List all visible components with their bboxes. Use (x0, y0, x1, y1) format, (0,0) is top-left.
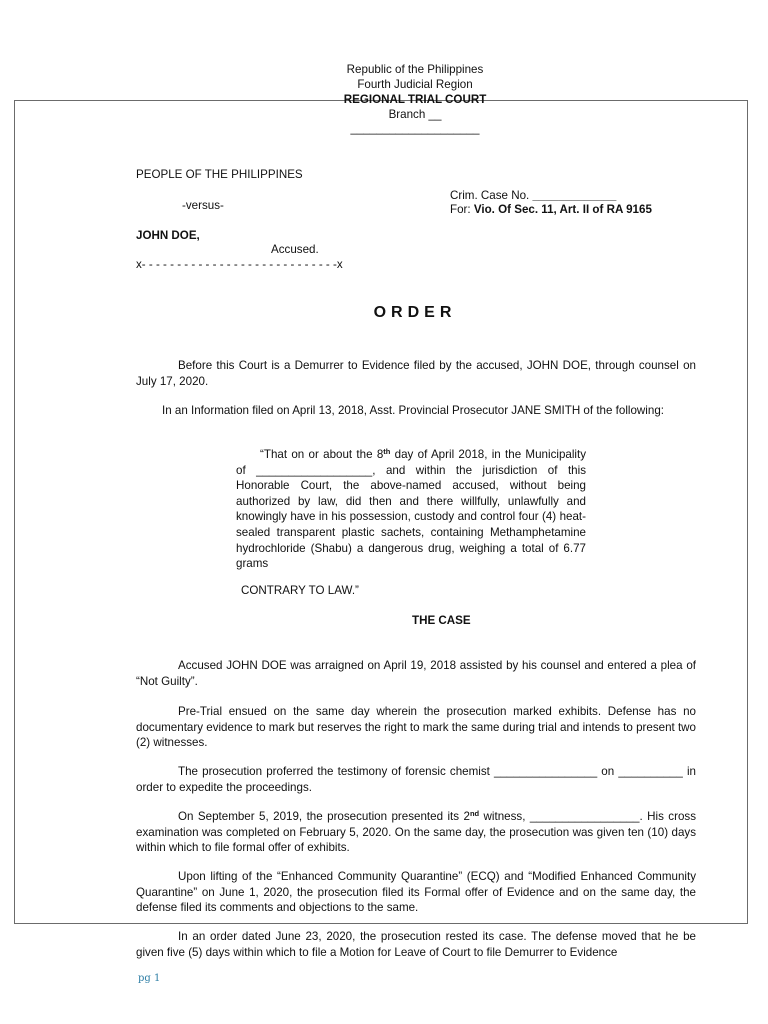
offense-value: Vio. Of Sec. 11, Art. II of RA 9165 (473, 203, 652, 216)
witness-part-b: witness, _________________. His cross examination was completed on February 5, 2020. On the same day, the prosecution was given ten (10) days within which to file formal offer of exhibits. (136, 810, 696, 855)
header-branch: Branch __ (388, 108, 442, 121)
versus-label: -versus- (182, 199, 224, 212)
paragraph-pretrial: Pre-Trial ensued on the same day wherein the prosecution marked exhibits. Defense has no documentary evidence to mark but reserves the right to mark the same during trial and intends to present two (2) witnesses. (136, 705, 697, 750)
order-title: ORDER (373, 304, 457, 321)
quote-part-a: “That on or about the 8 (260, 448, 384, 461)
quote-superscript: th (383, 447, 391, 456)
contrary-to-law: CONTRARY TO LAW.” (241, 584, 359, 597)
paragraph-quarantine: Upon lifting of the “Enhanced Community Quarantine” (ECQ) and “Modified Enhanced Community Quarantine” on June 1, 2020, the prosecution filed its Formal offer of Evidence and on the same day, the defense filed its comments and objections to the same. (136, 870, 696, 915)
header-region: Fourth Judicial Region (357, 78, 473, 91)
paragraph-rested-case: In an order dated June 23, 2020, the prosecution rested its case. The defense moved that he be given five (5) days within which to file a Motion for Leave of Court to file Demurrer to Evidence (136, 930, 696, 959)
paragraph-demurrer: Before this Court is a Demurrer to Evidence filed by the accused, JOHN DOE, through counsel on July 17, 2020. (136, 359, 696, 388)
case-number-line (450, 189, 616, 202)
witness-superscript: nd (469, 809, 480, 818)
paragraph-second-witness (136, 809, 696, 856)
information-quote (236, 447, 586, 572)
case-number-blank: _____________ (532, 189, 617, 202)
witness-part-a: On September 5, 2019, the prosecution presented its 2 (178, 810, 470, 823)
plaintiff-name: PEOPLE OF THE PHILIPPINES (136, 168, 303, 181)
section-heading-the-case: THE CASE (412, 614, 471, 627)
paragraph-information: In an Information filed on April 13, 2018, Asst. Provincial Prosecutor JANE SMITH of the following: (162, 404, 664, 417)
header-court: REGIONAL TRIAL COURT (343, 93, 487, 106)
offense-line (450, 203, 652, 216)
paragraph-forensic-chemist: The prosecution proferred the testimony of forensic chemist ________________ on __________ in order to expedite the proceedings. (136, 765, 696, 794)
accused-label: Accused. (271, 243, 319, 256)
header-republic: Republic of the Philippines (346, 63, 484, 76)
case-number-label: Crim. Case No. (450, 189, 533, 202)
page-number: pg 1 (138, 973, 161, 984)
paragraph-arraignment: Accused JOHN DOE was arraigned on April 19, 2018 assisted by his counsel and entered a plea of “Not Guilty”. (136, 659, 696, 688)
header-rule: ____________________ (350, 122, 480, 135)
accused-name: JOHN DOE, (136, 229, 200, 242)
offense-label: For: (450, 203, 474, 216)
caption-divider: x- - - - - - - - - - - - - - - - - - - - - - - - - - - -x (136, 258, 343, 271)
quote-part-b: day of April 2018, in the Municipality of __________________, and within the jurisdiction of this Honorable Court, the above-named accused, without being authorized by law, did then and there willfully, unlawfully and knowingly have in his possession, custody and control four (4) heat-sealed transparent plastic sachets, containing Methamphetamine hydrochloride (Shabu) a dangerous drug, weighing a total of 6.77 grams (236, 448, 587, 571)
